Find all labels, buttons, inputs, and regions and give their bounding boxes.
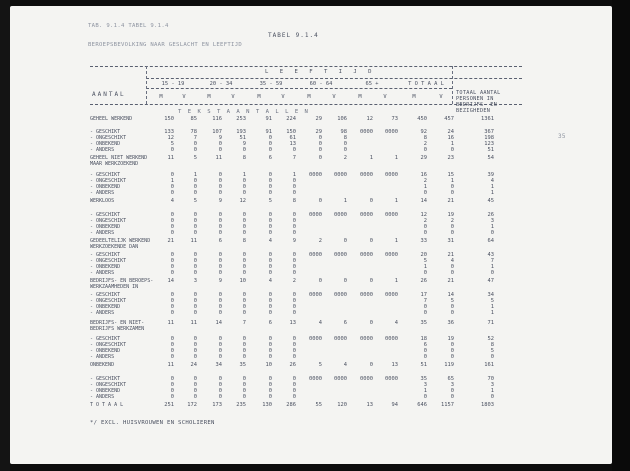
table-cell: 0 0 0 0 <box>218 292 222 316</box>
table-cell: 0000 <box>385 292 398 298</box>
table-cell: 1 <box>369 155 373 161</box>
table-cell: 92 8 2 0 <box>420 129 427 153</box>
table-cell: 35 3 1 0 <box>420 376 427 400</box>
table-cell: 14 <box>420 198 427 204</box>
table-cell: 1803 <box>481 402 494 408</box>
sex-code-header: M <box>257 94 261 100</box>
row-label: BEDRIJFS- EN NIET- BEDRIJFS WERKZAMEN <box>90 320 145 332</box>
table-cell: 251 <box>164 402 174 408</box>
table-cell: 0 <box>369 362 373 368</box>
table-cell: 1157 <box>441 402 454 408</box>
table-cell: 35 <box>239 362 246 368</box>
table-cell: 457 <box>444 116 454 122</box>
table-cell: 119 <box>444 362 454 368</box>
table-cell: 0 0 0 0 <box>268 376 272 400</box>
table-cell: 0000 <box>309 252 322 258</box>
table-cell: 120 <box>337 402 347 408</box>
table-cell: 71 <box>487 320 494 326</box>
table-cell: 0 <box>318 155 322 161</box>
table-cell: 11 <box>190 320 197 326</box>
table-cell: 173 <box>212 402 222 408</box>
age-group-label: L E E F T I J D <box>265 69 376 75</box>
table-cell: 4 <box>343 362 347 368</box>
table-cell: 193 51 9 0 <box>236 129 246 153</box>
table-cell: 7 <box>242 320 246 326</box>
table-cell: 0000 <box>360 172 373 178</box>
table-cell: 8 <box>242 238 246 244</box>
header-line-1: TAB. 9.1.4 TABEL 9.1.4 <box>88 23 169 29</box>
table-cell: 1 <box>394 278 398 284</box>
col-divider <box>146 66 147 104</box>
row-label: - GESCHIKT - ONGESCHIKT - ONBEKEND - ANDERS <box>90 129 127 153</box>
table-cell: 0000 <box>334 212 347 218</box>
sex-code-header: M <box>358 94 362 100</box>
table-cell: 8 <box>242 155 246 161</box>
table-cell: 1 <box>343 198 347 204</box>
table-cell: 26 <box>420 278 427 284</box>
table-cell: 0 0 0 0 <box>242 292 246 316</box>
table-cell: 0000 <box>334 292 347 298</box>
table-cell: 35 <box>420 320 427 326</box>
table-cell: 11 <box>190 238 197 244</box>
table-cell: 0000 <box>360 336 373 342</box>
table-cell: 5 <box>193 198 197 204</box>
table-cell: 1 0 0 0 <box>193 172 197 196</box>
sex-rule <box>146 88 452 89</box>
row-label: - GESCHIKT - ONGESCHIKT - ONBEKEND - ANDERS <box>90 252 127 276</box>
table-cell: 0 0 0 0 <box>170 212 174 236</box>
age-group-header: 65 + <box>365 81 379 87</box>
table-cell: 23 <box>447 155 454 161</box>
table-cell: 91 <box>265 116 272 122</box>
row-label: GEHEEL NIET WERKEND MAAR WERKZOEKEND <box>90 155 148 167</box>
table-cell: 0 0 0 0 <box>193 252 197 276</box>
table-cell: 26 3 1 0 <box>487 212 494 236</box>
table-cell: 24 <box>190 362 197 368</box>
table-cell: 0000 <box>360 129 373 135</box>
table-cell: 0 0 0 0 <box>242 212 246 236</box>
table-cell: 0000 <box>309 212 322 218</box>
table-cell: 64 <box>487 238 494 244</box>
table-cell: 12 2 0 0 <box>420 212 427 236</box>
table-cell: 31 <box>447 238 454 244</box>
table-cell: 0000 <box>309 376 322 382</box>
table-cell: 0 <box>343 238 347 244</box>
table-cell: 14 <box>167 278 174 284</box>
table-cell: 6 <box>343 320 347 326</box>
row-label: WERKLOOS <box>90 198 115 204</box>
table-title: TABEL 9.1.4 <box>268 32 319 39</box>
table-cell: 5 <box>268 198 272 204</box>
table-cell: 55 <box>315 402 322 408</box>
table-cell: 172 <box>187 402 197 408</box>
table-cell: 13 <box>289 320 296 326</box>
table-cell: 33 <box>420 238 427 244</box>
table-cell: 0 0 0 0 <box>170 252 174 276</box>
table-cell: 0 <box>318 198 322 204</box>
table-cell: 0 0 0 0 <box>193 376 197 400</box>
table-cell: 1 0 0 0 <box>242 172 246 196</box>
table-cell: 19 2 0 0 <box>447 212 454 236</box>
table-cell: 51 <box>420 362 427 368</box>
table-cell: 4 <box>268 238 272 244</box>
sex-code-header: V <box>383 94 387 100</box>
table-cell: 4 <box>394 320 398 326</box>
table-cell: 150 61 13 0 <box>286 129 296 153</box>
table-cell: 10 <box>239 278 246 284</box>
row-label: - GESCHIKT - ONGESCHIKT - ONBEKEND - ANDERS <box>90 292 127 316</box>
table-cell: 0000 <box>334 172 347 178</box>
table-cell: 0 0 0 0 <box>170 292 174 316</box>
table-cell: 0 0 0 0 <box>218 252 222 276</box>
table-cell: 150 <box>164 116 174 122</box>
table-cell: 0000 <box>309 172 322 178</box>
scan-edge-right <box>612 0 630 471</box>
table-cell: 1361 <box>481 116 494 122</box>
table-cell: 0000 <box>385 376 398 382</box>
table-cell: 15 1 0 0 <box>447 172 454 196</box>
table-cell: 12 <box>366 116 373 122</box>
sex-code-header: M <box>159 94 163 100</box>
table-cell: 47 <box>487 278 494 284</box>
table-cell: 34 <box>215 362 222 368</box>
table-cell: 17 7 0 0 <box>420 292 427 316</box>
table-cell: 0 0 0 0 <box>218 376 222 400</box>
table-cell: 14 <box>215 320 222 326</box>
row-label: - GESCHIKT - ONGESCHIKT - ONBEKEND - ANDERS <box>90 336 127 360</box>
table-cell: 21 <box>447 278 454 284</box>
table-cell: 0000 <box>334 376 347 382</box>
table-cell: 0 0 0 0 <box>170 336 174 360</box>
table-cell: 21 <box>447 198 454 204</box>
table-cell: 21 4 0 0 <box>447 252 454 276</box>
table-cell: 11 <box>167 155 174 161</box>
table-cell: 0 0 0 0 <box>292 376 296 400</box>
table-cell: 4 <box>170 198 174 204</box>
table-cell: 0 0 0 0 <box>268 292 272 316</box>
table-cell: 9 <box>218 198 222 204</box>
table-cell: 4 <box>268 278 272 284</box>
table-cell: 133 12 5 0 <box>164 129 174 153</box>
table-cell: 26 <box>289 362 296 368</box>
row-label: - GESCHIKT - ONGESCHIKT - ONBEKEND - ANDERS <box>90 376 127 400</box>
table-cell: 14 5 0 0 <box>447 292 454 316</box>
table-cell: 6 <box>268 320 272 326</box>
table-cell: 107 9 0 0 <box>212 129 222 153</box>
table-cell: 73 <box>391 116 398 122</box>
table-cell: 646 <box>417 402 427 408</box>
table-cell: 116 <box>212 116 222 122</box>
table-cell: 36 <box>447 320 454 326</box>
table-cell: 0 0 0 0 <box>242 336 246 360</box>
table-cell: 43 7 1 0 <box>487 252 494 276</box>
table-cell: 11 <box>215 155 222 161</box>
table-cell: 0 <box>369 198 373 204</box>
table-cell: 0000 <box>360 252 373 258</box>
table-cell: 2 <box>343 155 347 161</box>
table-cell: 0 0 0 0 <box>268 172 272 196</box>
table-cell: 16 2 1 0 <box>420 172 427 196</box>
table-cell: 39 4 1 1 <box>487 172 494 196</box>
table-cell: 0000 <box>385 336 398 342</box>
table-cell: 0 <box>343 278 347 284</box>
table-cell: 0 0 0 0 <box>292 212 296 236</box>
table-cell: 85 <box>190 116 197 122</box>
table-cell: 0 0 0 0 <box>292 292 296 316</box>
table-cell: 11 <box>167 362 174 368</box>
table-cell: 0000 <box>360 376 373 382</box>
age-group-header: 20 - 34 <box>209 81 233 87</box>
table-cell: 6 <box>268 155 272 161</box>
table-cell: 9 <box>292 238 296 244</box>
table-cell: 0000 <box>334 336 347 342</box>
table-cell: 253 <box>236 116 246 122</box>
table-cell: 2 <box>318 238 322 244</box>
sex-code-header: V <box>231 94 235 100</box>
margin-note: 35 <box>558 133 566 140</box>
table-cell: 94 <box>391 402 398 408</box>
sex-code-header: V <box>439 94 443 100</box>
sex-code-header: V <box>281 94 285 100</box>
table-cell: 224 <box>286 116 296 122</box>
table-cell: 106 <box>337 116 347 122</box>
table-cell: 0000 <box>360 212 373 218</box>
table-cell: 161 <box>484 362 494 368</box>
table-cell: 19 0 0 0 <box>447 336 454 360</box>
table-cell: 52 8 5 0 <box>487 336 494 360</box>
table-cell: 8 <box>292 198 296 204</box>
table-cell: 0 0 0 0 <box>218 336 222 360</box>
table-cell: 0000 <box>385 252 398 258</box>
table-cell: 0 0 0 0 <box>292 252 296 276</box>
row-label: BEDRIJFS- EN BEROEPS- WERKZAAMHEDEN IN <box>90 278 154 290</box>
header-line-2: BEROEPSBEVOLKING NAAR GESLACHT EN LEEFTIJD <box>88 42 243 48</box>
footnote: */ EXCL. HUISVROUWEN EN SCHOLIEREN <box>90 420 215 426</box>
table-cell: 1 0 0 0 <box>292 172 296 196</box>
table-cell: 450 <box>417 116 427 122</box>
table-cell: 0 0 0 0 <box>268 336 272 360</box>
scan-edge-left <box>0 0 10 471</box>
table-cell: 70 3 1 0 <box>487 376 494 400</box>
age-group-header: 60 - 64 <box>309 81 333 87</box>
table-cell: 34 5 1 1 <box>487 292 494 316</box>
table-cell: 10 <box>265 362 272 368</box>
row-label: ONBEKEND <box>90 362 115 368</box>
table-cell: 0000 <box>385 172 398 178</box>
table-cell: 0 1 0 0 <box>170 172 174 196</box>
row-label: - GESCHIKT - ONGESCHIKT - ONBEKEND - ANDERS <box>90 172 127 196</box>
sex-code-header: M <box>207 94 211 100</box>
table-cell: 0 0 0 0 <box>268 252 272 276</box>
table-cell: 0 0 0 0 <box>193 212 197 236</box>
table-cell: 0 <box>369 278 373 284</box>
table-cell: 11 <box>167 320 174 326</box>
row-label: T O T A A L <box>90 402 124 408</box>
table-cell: 3 <box>193 278 197 284</box>
top-rule <box>90 66 522 67</box>
sex-code-header: V <box>332 94 336 100</box>
table-cell: 0 0 0 0 <box>193 336 197 360</box>
total-column-header: TOTAAL AANTAL PERSONEN IN BEDRIJFS- EN BEZIGHEDEN <box>456 90 501 114</box>
table-cell: 98 8 0 0 <box>340 129 347 153</box>
table-cell: 0000 <box>360 292 373 298</box>
table-cell: 286 <box>286 402 296 408</box>
table-cell: 5 <box>193 155 197 161</box>
table-cell: 0 <box>369 238 373 244</box>
table-cell: 12 <box>239 198 246 204</box>
row-label: GEHEEL WERKEND <box>90 116 133 122</box>
table-cell: 20 5 1 0 <box>420 252 427 276</box>
table-cell: 5 <box>318 362 322 368</box>
table-cell: 1 <box>394 198 398 204</box>
table-cell: 0 0 0 0 <box>268 212 272 236</box>
row-label: GEDEELTELIJK WERKEND WERKZOEKENDE DAN <box>90 238 151 250</box>
table-cell: 0 0 0 0 <box>193 292 197 316</box>
age-group-header: T O T A A L <box>408 81 444 87</box>
table-cell: 24 16 1 0 <box>447 129 454 153</box>
table-cell: 1 <box>394 155 398 161</box>
table-cell: 29 <box>420 155 427 161</box>
table-cell: 0000 <box>385 212 398 218</box>
row-header: AANTAL <box>92 91 126 98</box>
table-cell: 0 <box>369 320 373 326</box>
table-cell: 78 7 0 0 <box>190 129 197 153</box>
table-cell: 6 <box>218 238 222 244</box>
scanned-page <box>10 6 612 464</box>
table-cell: 0 0 0 0 <box>218 212 222 236</box>
table-cell: 0 <box>318 278 322 284</box>
table-cell: 29 <box>315 116 322 122</box>
table-cell: 54 <box>487 155 494 161</box>
table-cell: 0 0 0 0 <box>170 376 174 400</box>
age-group-header: 35 - 59 <box>259 81 283 87</box>
table-cell: 0000 <box>309 336 322 342</box>
table-cell: 0 0 0 0 <box>242 252 246 276</box>
table-cell: 367 198 123 51 <box>484 129 494 153</box>
table-cell: 18 6 0 0 <box>420 336 427 360</box>
row-label: - GESCHIKT - ONGESCHIKT - ONBEKEND - ANDERS <box>90 212 127 236</box>
table-cell: 0000 <box>334 252 347 258</box>
age-group-header: 15 - 19 <box>161 81 185 87</box>
table-cell: 9 <box>218 278 222 284</box>
table-cell: 45 <box>487 198 494 204</box>
table-cell: 235 <box>236 402 246 408</box>
table-cell: 91 0 0 0 <box>265 129 272 153</box>
table-cell: 29 0 0 0 <box>315 129 322 153</box>
age-rule <box>146 78 522 79</box>
table-cell: 0000 <box>309 292 322 298</box>
sex-code-header: M <box>307 94 311 100</box>
table-cell: 130 <box>262 402 272 408</box>
table-cell: 0 0 0 0 <box>292 336 296 360</box>
sex-code-header: M <box>412 94 416 100</box>
table-cell: 0 0 0 0 <box>242 376 246 400</box>
table-cell: 7 <box>292 155 296 161</box>
table-cell: 2 <box>292 278 296 284</box>
table-cell: 4 <box>318 320 322 326</box>
table-cell: 21 <box>167 238 174 244</box>
table-cell: 0000 <box>385 129 398 135</box>
table-cell: 0 0 0 0 <box>218 172 222 196</box>
sex-code-header: V <box>182 94 186 100</box>
table-cell: 1 <box>394 238 398 244</box>
table-cell: 13 <box>391 362 398 368</box>
table-cell: 65 3 0 0 <box>447 376 454 400</box>
subheader: T E K S T A A N T A L L E N <box>178 109 310 115</box>
table-cell: 13 <box>366 402 373 408</box>
